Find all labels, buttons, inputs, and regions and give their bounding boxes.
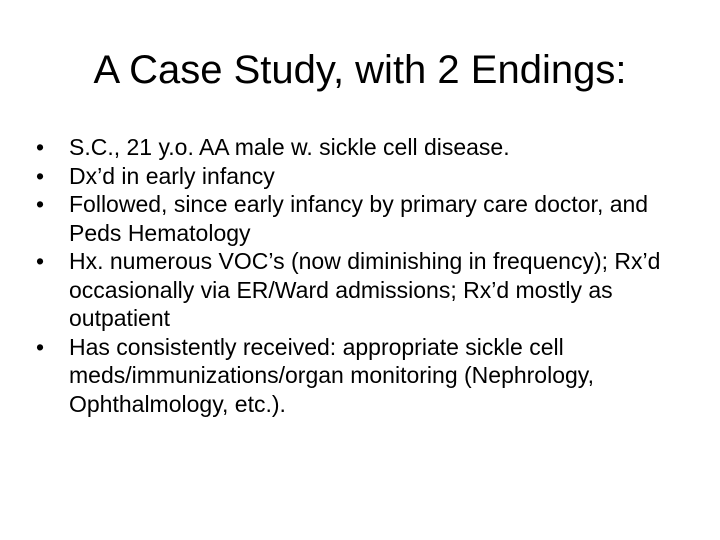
slide-title: A Case Study, with 2 Endings: [93,48,627,92]
bullet-dot-icon: • [36,162,45,189]
bullet-dot-icon: • [36,333,45,360]
bullet-dot-icon: • [36,248,45,274]
bullet-item [36,333,696,419]
bullet-text: Dx’d in early infancy [69,162,275,189]
bullet-text: Hx. numerous VOC’s (now diminishing in frequency); Rx’d occasionally via ER/Ward admissions; Rx’d mostly as outpatient [69,248,661,331]
bullet-text: Followed, since early infancy by primary care doctor, and Peds Hematology [69,191,649,246]
bullet-list [36,133,696,418]
bullet-dot-icon: • [36,191,45,217]
bullet-item [36,133,696,162]
bullet-item [36,162,696,191]
bullet-text: Has consistently received: appropriate sickle cell meds/immunizations/organ monitoring (Nephrology, Ophthalmology, etc.). [69,333,594,417]
bullet-text: S.C., 21 y.o. AA male w. sickle cell disease. [69,134,510,160]
bullet-item [36,190,696,247]
bullet-dot-icon: • [36,134,45,160]
bullet-item [36,247,696,333]
